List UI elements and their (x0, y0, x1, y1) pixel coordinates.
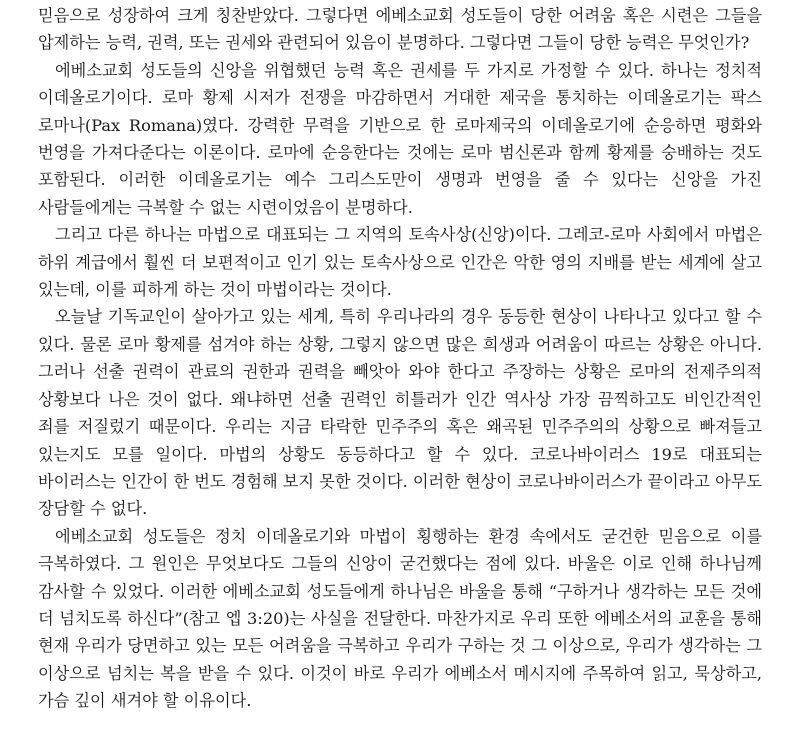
paragraph-today: 오늘날 기독교인이 살아가고 있는 세계, 특히 우리나라의 경우 동등한 현상이 나타나고 있다고 할 수 있다. 물론 로마 황제를 섬겨야 하는 상황, 그렇지 않으면 많은 희생과 어려움이 따르는 상황은 아니다. 그러나 선출 권력이 관료의 권한과 권력을 빼앗아 와야 한다고 주장하는 상황은 로마의 전제주의적 상황보다 나은 것이 없다. 왜냐하면 선출 권력인 히틀러가 인간 역사상 가장 끔찍하고도 비인간적인 죄를 저질렀기 때문이다. 우리는 지금 타락한 민주주의 혹은 왜곡된 민주주의의 상황으로 빠져들고 있는지도 모를 일이다. 마법의 상황도 동등하다고 할 수 있다. 코로나바이러스 19로 대표되는 바이러스는 인간이 한 번도 경험해 보지 못한 것이다. 이러한 현상이 코로나바이러스가 끝이라고 아무도 장담할 수 없다. (38, 307, 762, 519)
paragraph-two-powers: 에베소교회 성도들의 신앙을 위협했던 능력 혹은 권세를 두 가지로 가정할 수 있다. 하나는 정치적 이데올로기이다. 로마 황제 시저가 전쟁을 마감하면서 거대한 제국을 통치하는 이데올로기는 팍스 로마나(Pax Romana)였다. 강력한 무력을 기반으로 한 로마제국의 이데올로기에 순응하면 평화와 번영을 가져다준다는 이론이다. 로마에 순응한다는 것에는 로마 범신론과 함께 황제를 숭배하는 것도 포함된다. 이러한 이데올로기는 예수 그리스도만이 생명과 번영을 줄 수 있다는 신앙을 가진 사람들에게는 극복할 수 없는 시련이었음이 분명하다. (38, 60, 762, 217)
paragraph-magic: 그리고 다른 하나는 마법으로 대표되는 그 지역의 토속사상(신앙)이다. 그레코-로마 사회에서 마법은 하위 계급에서 훨씬 더 보편적이고 인기 있는 토속사상으로 인간은 악한 영의 지배를 받는 세계에 살고 있는데, 이를 피하게 하는 것이 마법이라는 것이다. (38, 225, 762, 300)
paragraph-continuation: 믿음으로 성장하여 크게 칭찬받았다. 그렇다면 에베소교회 성도들이 당한 어려움 혹은 시련은 그들을 압제하는 능력, 권력, 또는 권세와 관련되어 있음이 분명하다. 그렇다면 그들이 당한 능력은 무엇인가? (38, 6, 762, 53)
paragraph-conclusion: 에베소교회 성도들은 정치 이데올로기와 마법이 횡행하는 환경 속에서도 굳건한 믿음으로 이를 극복하였다. 그 원인은 무엇보다도 그들의 신앙이 굳건했다는 점에 있다. 바울은 이로 인해 하나님께 감사할 수 있었다. 이러한 에베소교회 성도들에게 하나님은 바울을 통해 “구하거나 생각하는 모든 것에 더 넘치도록 하신다”(참고 엡 3:20)는 사실을 전달한다. 마찬가지로 우리 또한 에베소서의 교훈을 통해 현재 우리가 당면하고 있는 모든 어려움을 극복하고 우리가 구하는 것 그 이상으로, 우리가 생각하는 그 이상으로 넘치는 복을 받을 수 있다. 이것이 바로 우리가 에베소서 메시지에 주목하여 읽고, 묵상하고, 가슴 깊이 새겨야 할 이유이다. (38, 526, 762, 711)
